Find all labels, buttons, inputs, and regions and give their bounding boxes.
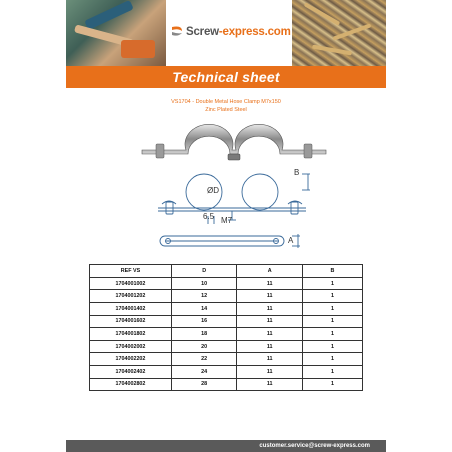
page-title: Technical sheet — [172, 69, 280, 85]
d-cell: 10 — [171, 277, 237, 290]
b-cell: 1 — [302, 315, 362, 328]
screws-photo — [292, 0, 386, 66]
product-finish: Zinc Plated Steel — [205, 107, 247, 113]
logo-swoosh-icon — [170, 24, 184, 38]
d-cell: 28 — [171, 378, 237, 391]
a-cell: 11 — [237, 340, 303, 353]
table-row — [90, 365, 363, 378]
brand-name-suffix: -express.com — [218, 26, 291, 38]
a-cell: 11 — [237, 277, 303, 290]
d-cell: 22 — [171, 353, 237, 366]
footer-bar — [66, 440, 386, 452]
d-cell: 20 — [171, 340, 237, 353]
column-header: D — [171, 265, 237, 278]
table-row — [90, 328, 363, 341]
a-cell: 11 — [237, 290, 303, 303]
technical-sheet-page — [66, 0, 386, 452]
header-banner — [66, 0, 386, 66]
b-cell: 1 — [302, 378, 362, 391]
a-cell: 11 — [237, 378, 303, 391]
column-header: B — [302, 265, 362, 278]
a-cell: 11 — [237, 365, 303, 378]
a-dimension-label: A — [288, 236, 294, 245]
d-cell: 12 — [171, 290, 237, 303]
ref-cell: 1704001002 — [90, 277, 172, 290]
b-cell: 1 — [302, 328, 362, 341]
title-bar — [66, 66, 386, 88]
table-row — [90, 277, 363, 290]
b-cell: 1 — [302, 290, 362, 303]
tools-photo — [66, 0, 166, 66]
b-dimension-label: B — [294, 168, 300, 177]
d-cell: 14 — [171, 302, 237, 315]
b-cell: 1 — [302, 302, 362, 315]
ref-cell: 1704001402 — [90, 302, 172, 315]
a-cell: 11 — [237, 302, 303, 315]
offset-dimension-label: 6.5 — [203, 212, 215, 221]
brand-name-prefix: Screw — [186, 26, 219, 38]
brand-logo — [166, 0, 292, 66]
b-cell: 1 — [302, 340, 362, 353]
thread-dimension-label: M7 — [221, 216, 233, 225]
table-row — [90, 302, 363, 315]
a-cell: 11 — [237, 315, 303, 328]
d-cell: 24 — [171, 365, 237, 378]
product-name: VS1704 - Double Metal Hose Clamp M7x150 — [171, 99, 281, 105]
ref-cell: 1704002402 — [90, 365, 172, 378]
ref-cell: 1704002202 — [90, 353, 172, 366]
a-cell: 11 — [237, 328, 303, 341]
table-row — [90, 378, 363, 391]
d-cell: 18 — [171, 328, 237, 341]
customer-service-email[interactable]: customer.service@screw-express.com — [259, 442, 370, 449]
a-cell: 11 — [237, 353, 303, 366]
table-row — [90, 290, 363, 303]
brand-name — [186, 26, 291, 38]
column-header: A — [237, 265, 303, 278]
ref-cell: 1704002802 — [90, 378, 172, 391]
b-cell: 1 — [302, 365, 362, 378]
column-header: REF VS — [90, 265, 172, 278]
table-row — [90, 315, 363, 328]
table-header-row — [90, 265, 363, 278]
b-cell: 1 — [302, 277, 362, 290]
diameter-dimension-label: ØD — [207, 186, 219, 195]
table-row — [90, 353, 363, 366]
ref-cell: 1704001602 — [90, 315, 172, 328]
dimensions-table — [89, 264, 363, 391]
clamp-product-photo — [134, 116, 334, 168]
ref-cell: 1704001802 — [90, 328, 172, 341]
b-cell: 1 — [302, 353, 362, 366]
d-cell: 16 — [171, 315, 237, 328]
ref-cell: 1704001202 — [90, 290, 172, 303]
ref-cell: 1704002002 — [90, 340, 172, 353]
table-row — [90, 340, 363, 353]
